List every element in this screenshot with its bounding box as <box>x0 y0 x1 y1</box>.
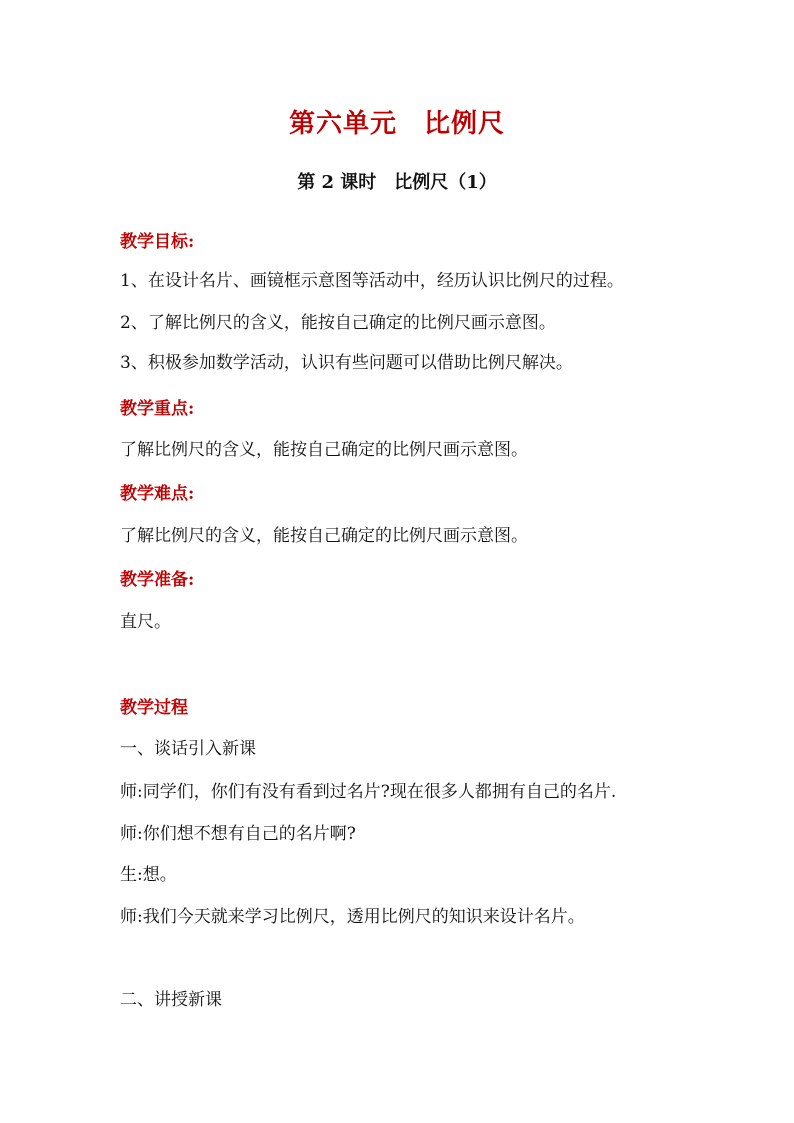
difficulties-text: 了解比例尺的含义，能按自己确定的比例尺画示意图。 <box>120 526 528 546</box>
preparation-text: 直尺。 <box>120 612 171 632</box>
preparation-heading: 教学准备: <box>120 570 195 590</box>
dialogue-line-4: 师:我们今天就来学习比例尺，透用比例尺的知识来设计名片。 <box>120 907 585 927</box>
objective-item-2: 2、了解比例尺的含义，能按自己确定的比例尺画示意图。 <box>120 313 556 333</box>
lesson-subtitle: 第 2 课时 比例尺（1） <box>297 172 497 193</box>
objectives-heading: 教学目标: <box>120 232 195 252</box>
key-points-heading: 教学重点: <box>120 399 195 419</box>
section-1-title: 一、谈话引入新课 <box>120 739 256 759</box>
objective-item-1: 1、在设计名片、画镜框示意图等活动中，经历认识比例尺的过程。 <box>120 271 624 291</box>
process-heading: 教学过程 <box>120 698 188 718</box>
objective-item-3: 3、积极参加数学活动，认识有些问题可以借助比例尺解决。 <box>120 353 573 373</box>
page-title: 第六单元 比例尺 <box>288 109 505 139</box>
dialogue-line-1: 师:同学们，你们有没有看到过名片?现在很多人都拥有自己的名片. <box>120 782 617 802</box>
dialogue-line-3: 生:想。 <box>120 865 177 885</box>
dialogue-line-2: 师:你们想不想有自己的名片啊? <box>120 824 356 844</box>
key-points-text: 了解比例尺的含义，能按自己确定的比例尺画示意图。 <box>120 440 528 460</box>
section-2-title: 二、讲授新课 <box>120 990 222 1010</box>
difficulties-heading: 教学难点: <box>120 484 195 504</box>
